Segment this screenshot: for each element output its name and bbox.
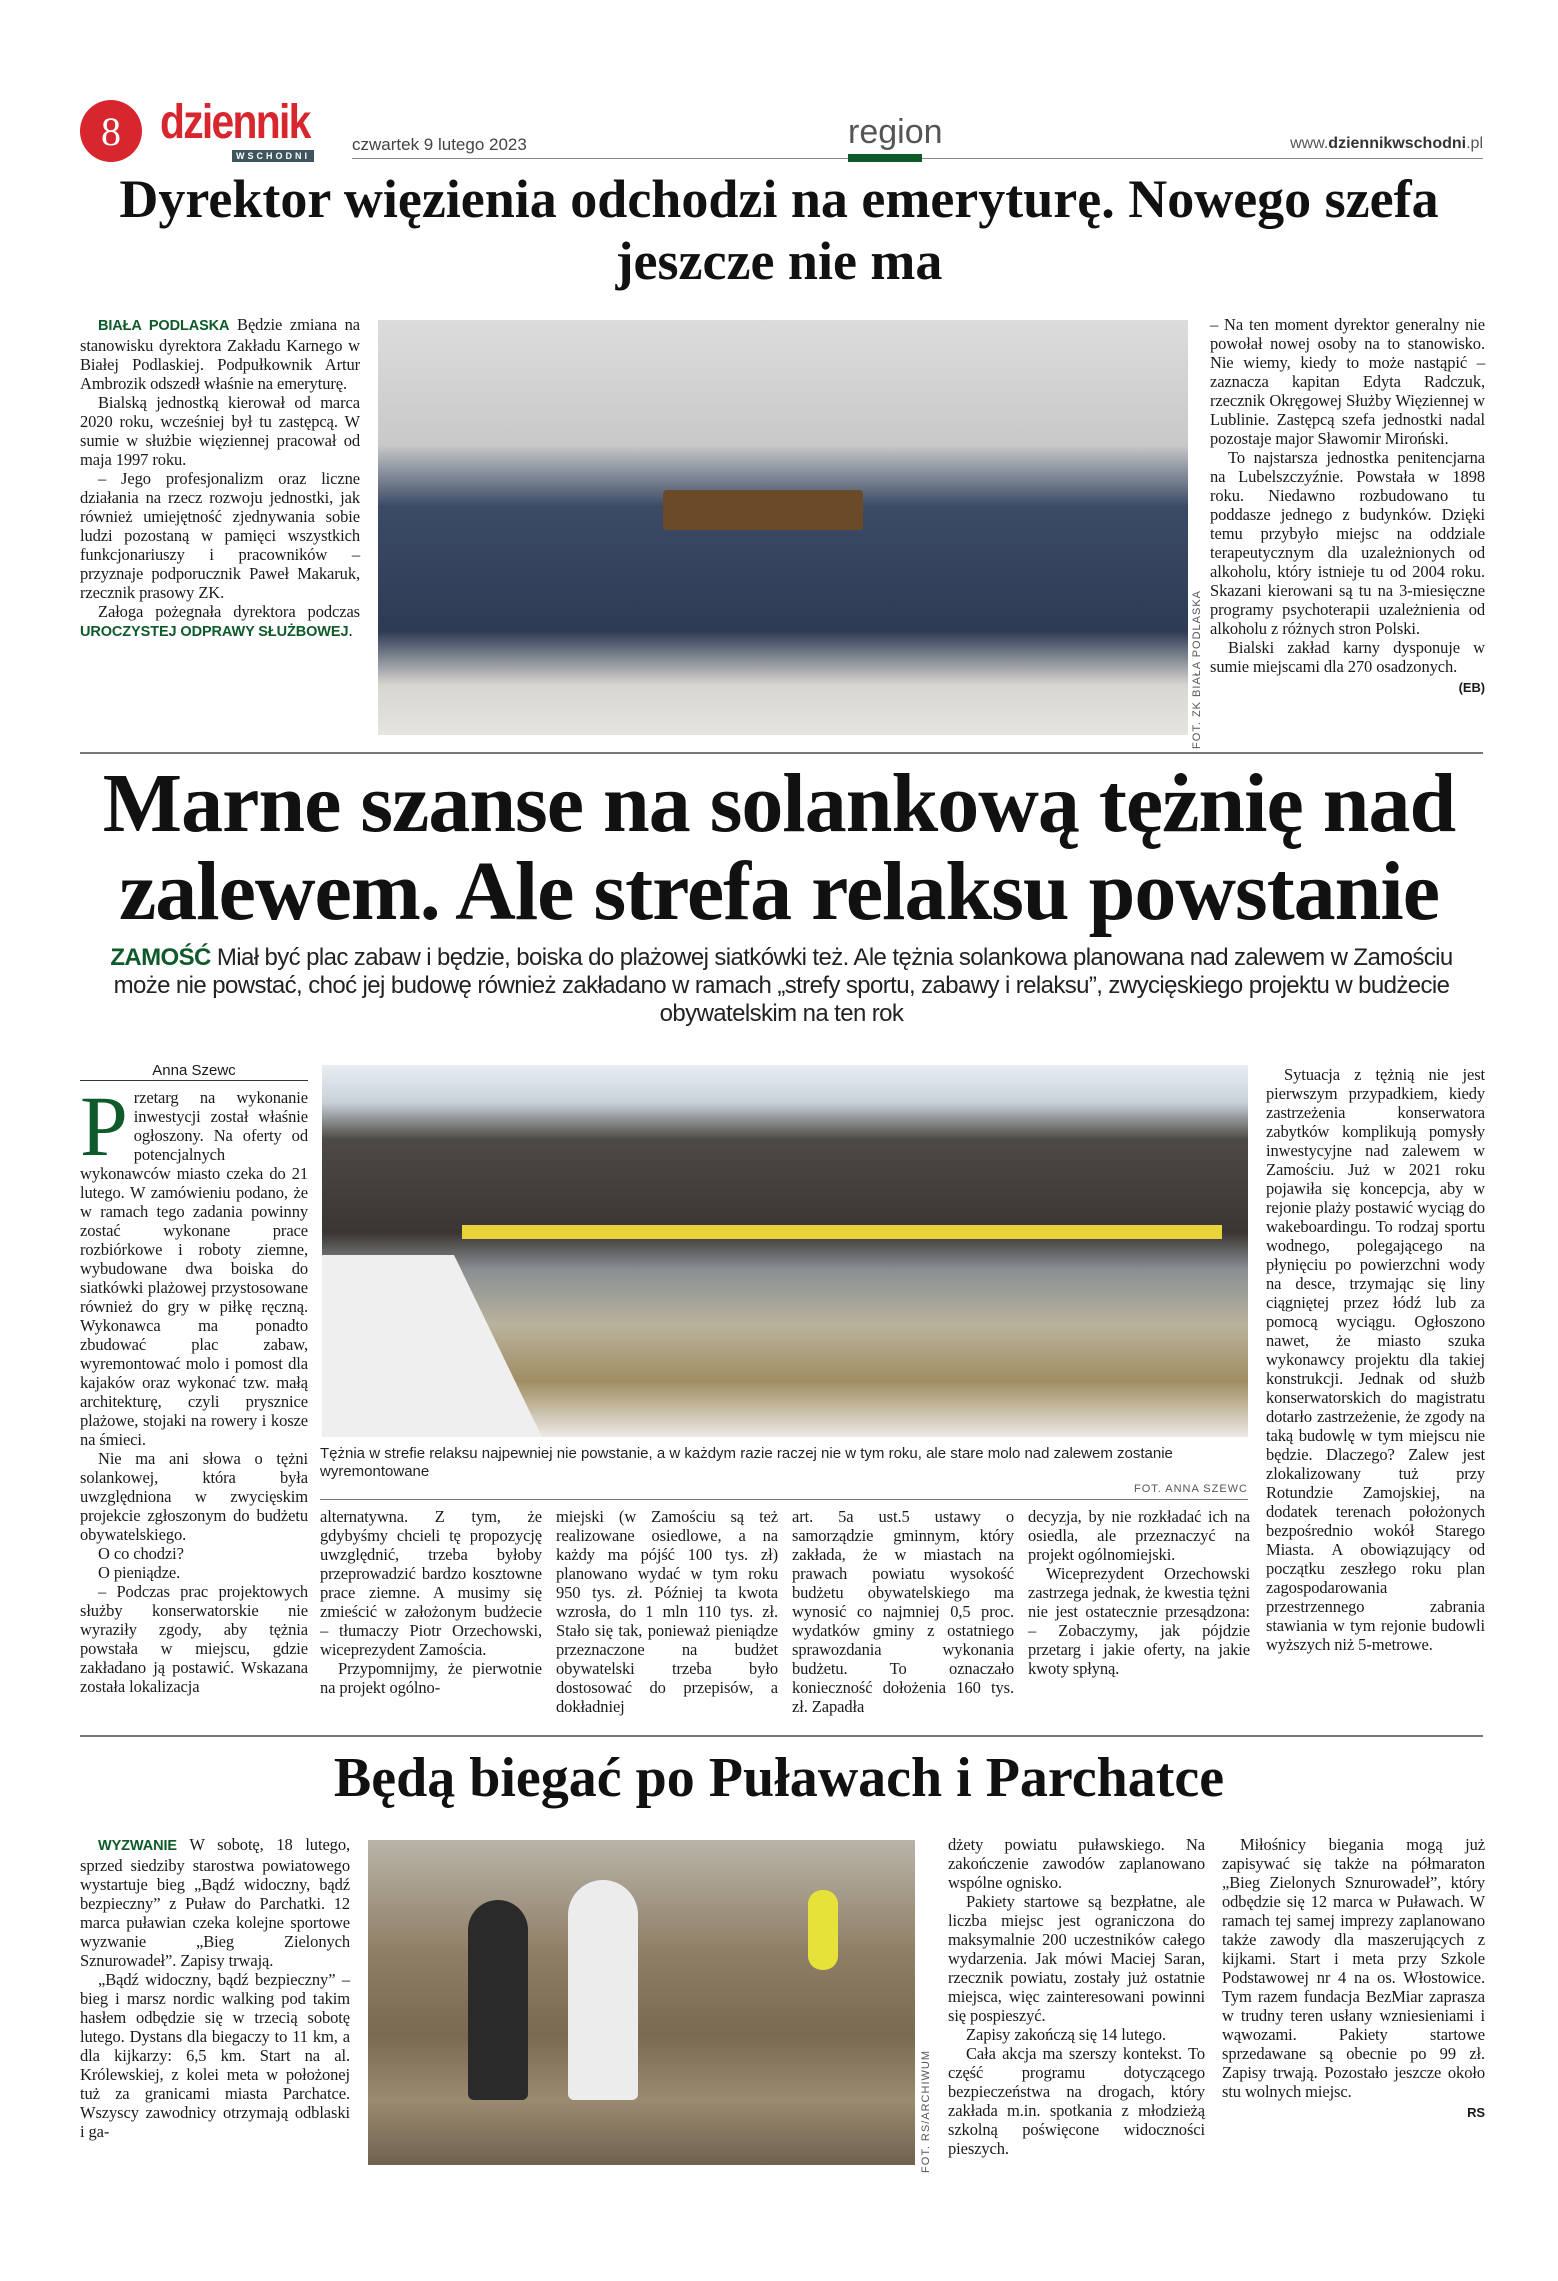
article3-photo-credit: FOT. RS/ARCHIWUM — [920, 2050, 932, 2173]
farewell-gift-sabre — [663, 490, 863, 530]
site-prefix: www. — [1290, 135, 1329, 152]
paragraph: O co chodzi? — [98, 1544, 184, 1563]
article3-col2 — [948, 1835, 1205, 2158]
paragraph: Bialską jednostką kierował od marca 2020 roku, wcześniej był tu zastępcą. W sumie w służbie więziennej pracował od maja 1997 roku. — [80, 393, 360, 469]
drop-cap: P — [80, 1078, 128, 1174]
article2-col2 — [320, 1507, 542, 1697]
paragraph: Nie ma ani słowa o tężni solankowej, która była uwzględniona w zwycięskim projekcie zgłoszonym do budżetu obywatelskiego. — [80, 1449, 308, 1544]
paragraph: Bialski zakład karny dysponuje w sumie miejscami dla 270 osadzonych. — [1210, 638, 1485, 676]
paragraph: art. 5a ust.5 ustawy o samorządzie gminnym, który zakłada, że w miastach na prawach powiatu wysokość budżetu obywatelskiego ma wynosić co najmniej 0,5 proc. wydatków gminy z ostatniego sprawozdania wykonania budżetu. To oznaczało konieczność dołożenia 160 tys. zł. Zapadła — [792, 1507, 1014, 1716]
paragraph: „Bądź widoczny, bądź bezpieczny” – bieg i marsz nordic walking pod takim hasłem odbędzie się w trzecią sobotę lutego. Dystans dla biegaczy to 11 km, a dla kijkarzy: 6,5 km. Start na al. Królewskiej, z kolei meta w położonej tuż za granicami miasta Parchatce. Wszyscy zawodnicy otrzymają odblaski i ga- — [80, 1970, 350, 2141]
article1-headline: Dyrektor więzienia odchodzi na emeryturę. Nowego szefa jeszcze nie ma — [119, 169, 1439, 291]
article2-author: Anna Szewc — [80, 1062, 308, 1081]
lead-text: Miał być plac zabaw i będzie, boiska do plażowej siatkówki też. Ale tężnia solankowa planowana nad zalewem w Zamościu może nie powstać, choć jej budowę również zakładano w ramach „strefy sportu, zabawy i relaksu”, zwycięskiego projektu w budżecie obywatelskim na ten rok — [113, 944, 1453, 1027]
caption-divider — [320, 1499, 1248, 1500]
article1-kicker: BIAŁA PODLASKA — [98, 318, 230, 334]
paragraph: – Na ten moment dyrektor generalny nie powołał nowej osoby na to stanowisko. Nie wiemy, kiedy to może nastąpić – zaznacza kapitan Edyta Radczuk, rzecznik Okręgowej Służby Więziennej w Lublinie. Zastępcą szefa jednostki nadal pozostaje major Sławomir Miroński. — [1210, 315, 1485, 448]
ceremony-link[interactable]: UROCZYSTEJ ODPRAWY SŁUŻBOWEJ — [80, 624, 349, 640]
paragraph: Zapisy zakończą się 14 lutego. — [966, 2025, 1166, 2044]
paragraph: Cała akcja ma szerszy kontekst. To część programu dotyczącego bezpieczeństwa na drogach, który zakłada m.in. spotkania z młodzieżą szkolną poświęcone widoczności pieszych. — [948, 2044, 1205, 2158]
article1-col3 — [1210, 315, 1485, 697]
paragraph-text: . — [348, 621, 353, 640]
paragraph: Wiceprezydent Orzechowski zastrzega jednak, że kwestia tężni nie jest ostatecznie przesądzona: – Zobaczymy, jak pójdzie przetarg i jakie oferty, na jakie kwoty spłyną. — [1028, 1564, 1250, 1678]
newspaper-logo: dziennik — [160, 96, 310, 149]
site-link[interactable] — [1290, 135, 1483, 153]
site-suffix: .pl — [1466, 135, 1483, 152]
section-label: region — [848, 113, 943, 151]
article3-signature: RS — [1467, 2105, 1485, 2120]
article2-kicker: ZAMOŚĆ — [110, 944, 211, 971]
paragraph: – Podczas prac projektowych służby konserwatorskie nie wyraziły zgody, aby tężnia powstała w miejscu, gdzie zakładano ją postawić. Wskazana została lokalizacja — [80, 1582, 308, 1696]
paragraph: alternatywna. Z tym, że gdybyśmy chcieli tę propozycję uwzględnić, trzeba byłoby przeprowadzić bardzo kosztowne prace ziemne. A musimy się zmieścić w założonym budżecie – tłumaczy Piotr Orzechowski, wiceprezydent Zamościa. — [320, 1507, 542, 1659]
paragraph: rzetarg na wykonanie inwestycji został właśnie ogłoszony. Na oferty od potencjalnych wykonawców miasto czeka do 21 lutego. W zamówieniu podano, że w ramach tego zadania powinny zostać wykonane prace rozbiórkowe i roboty ziemne, wybudowane dwa boiska do siatkówki plażowej przystosowane również do gry w piłkę ręczną. Wykonawca ma ponadto zbudować plac zabaw, wyremontować molo i pomost dla kajaków oraz wykonać tzw. małą architekturę, czyli prysznice plażowe, stojaki na rowery i kosze na śmieci. — [80, 1088, 308, 1449]
article2-photo-caption: Tężnia w strefie relaksu najpewniej nie powstanie, a w każdym razie raczej nie w tym roku, ale stare molo nad zalewem zostanie wyremontowane — [320, 1445, 1173, 1480]
article1-photo-credit: FOT. ZK BIAŁA PODLASKA — [1191, 590, 1203, 749]
article2-col3 — [556, 1507, 778, 1716]
page-number: 8 — [80, 100, 142, 162]
article3-kicker: WYZWANIE — [98, 1838, 177, 1854]
paragraph: Przypomnijmy, że pierwotnie na projekt ogólno- — [320, 1659, 542, 1697]
runner-figure — [808, 1890, 838, 1970]
article1-col1 — [80, 315, 360, 642]
paragraph: – Jego profesjonalizm oraz liczne działania na rzecz rozwoju jednostki, jak również umiejętność zjednywania sobie ludzi pozostaną w pamięci wszystkich funkcjonariuszy i pracowników – przyznaje podporucznik Paweł Makaruk, rzecznik prasowy ZK. — [80, 469, 360, 602]
article3-headline: Będą biegać po Puławach i Parchatce — [333, 1747, 1225, 1809]
article3-col3 — [1222, 1835, 1485, 2122]
paragraph: Będzie zmiana na stanowisku dyrektora Zakładu Karnego w Białej Podlaskiej. Podpułkownik Artur Ambrozik odszedł właśnie na emeryturę. — [80, 315, 360, 393]
article2-photo-credit: FOT. ANNA SZEWC — [1133, 1483, 1248, 1495]
issue-date: czwartek 9 lutego 2023 — [352, 135, 527, 154]
article3-photo-runners — [368, 1840, 915, 2165]
section-accent-bar — [848, 154, 922, 162]
site-name: dziennikwschodni — [1328, 135, 1467, 152]
article2-col6 — [1266, 1065, 1485, 1654]
article1-photo-officers — [378, 320, 1188, 735]
paragraph: Miłośnicy biegania mogą już zapisywać się także na półmaraton „Bieg Zielonych Sznurowadeł”, który odbędzie się 12 marca w Puławach. W ramach tej samej imprezy zaplanowano także zawody dla maszerujących z kijkami. Start i meta przy Szkole Podstawowej nr 4 na os. Włostowice. Tym razem fundacja BezMiar zaprasza w trudny teren usłany wzniesieniami i wąwozami. Pakiety startowe sprzedawane są obecnie po 99 zł. Zapisy trwają. Pozostało jeszcze około stu wolnych miejsc. — [1222, 1835, 1485, 2101]
paragraph: miejski (w Zamościu są też realizowane osiedlowe, a na każdy ma pójść 100 tys. zł) planowano wydać w tym roku 950 tys. zł. Później ta kwota wzrosła, do 1 mln 110 tys. zł. Stało się tak, ponieważ pieniądze przeznaczone na budżet obywatelski trzeba było dostosować do przepisów, a dokładniej — [556, 1507, 778, 1716]
paragraph: decyzja, by nie rozkładać ich na osiedla, ale przeznaczyć na projekt ogólnomiejski. — [1028, 1507, 1250, 1564]
snowy-path — [322, 1255, 542, 1437]
paragraph: O pieniądze. — [98, 1563, 181, 1582]
paragraph: dżety powiatu puławskiego. Na zakończenie zawodów zaplanowano wspólne ognisko. — [948, 1835, 1205, 1892]
runner-figure — [468, 1900, 528, 2100]
pier-railing — [462, 1225, 1222, 1239]
paragraph-text: Załoga pożegnała dyrektora podczas — [98, 602, 360, 621]
newspaper-logo-sub: WSCHODNI — [232, 150, 314, 162]
paragraph: To najstarsza jednostka penitencjarna na Lubelszczyźnie. Powstała w 1898 roku. Niedawno rozbudowano tu poddasze jednego z budynków. Dzięki temu przybyło miejsc na oddziale terapeutycznym dla uzależnionych od alkoholu, który istnieje tu od 2004 roku. Skazani kierowani są tu na 3-miesięczne programy psychoterapii uzależnienia od alkoholu z różnych stron Polski. — [1210, 448, 1485, 638]
paragraph-text: W sobotę, 18 lutego, sprzed siedziby starostwa powiatowego wystartuje bieg „Bądź widoczny, bądź bezpieczny” z Puław do Parchatki. 12 marca puławian czeka kolejne sportowe wyzwanie „Bieg Zielonych Sznurowadeł”. Zapisy trwają. — [80, 1835, 350, 1970]
article1-signature: (EB) — [1458, 680, 1485, 695]
runner-figure — [568, 1880, 638, 2100]
article2-col5 — [1028, 1507, 1250, 1678]
article2-col4 — [792, 1507, 1014, 1716]
article2-photo-lake-pier — [322, 1065, 1248, 1437]
article2-col1 — [80, 1078, 308, 1696]
article3-col1 — [80, 1835, 350, 2141]
article-divider — [80, 1735, 1483, 1737]
article2-headline: Marne szanse na solankową tężnię nad zalewem. Ale strefa relaksu powstanie — [102, 757, 1456, 938]
article-divider — [80, 752, 1483, 754]
paragraph: Sytuacja z tężnią nie jest pierwszym przypadkiem, kiedy zastrzeżenia konserwatora zabytków komplikują pomysły inwestycyjne nad zalewem w Zamościu. Już w 2021 roku pojawiła się koncepcja, aby w rejonie plaży postawić wyciąg do wakeboardingu. To rodzaj sportu wodnego, polegającego na płynięciu po powierzchni wody na desce, trzymając się liny ciągniętej przez łódź lub za pomocą wyciągu. Ogłoszono nawet, że miasto szuka wykonawcy projektu dla takiej konstrukcji. Jednak od służb konserwatorskich do magistratu dotarło zastrzeżenie, że zgody na taką budowlę w tym miejscu nie będzie. Dlaczego? Zalew jest zlokalizowany tuż przy Rotundzie Zamojskiej, na dodatek terenach położonych bezpośrednio wokół Starego Miasta. A obowiązujący od początku zeszłego roku plan zagospodarowania przestrzennego zabrania stawiania w tym rejonie budowli wyższych niż 5-metrowe. — [1266, 1065, 1485, 1654]
article2-lead — [80, 944, 1483, 1028]
paragraph: Pakiety startowe są bezpłatne, ale liczba miejsc jest ograniczona do maksymalnie 200 uczestników całego wydarzenia. Jak mówi Maciej Saran, rzecznik powiatu, zostały już ostatnie miejsca, więc zainteresowani powinni się pospieszyć. — [948, 1892, 1205, 2025]
paragraph — [80, 602, 360, 642]
